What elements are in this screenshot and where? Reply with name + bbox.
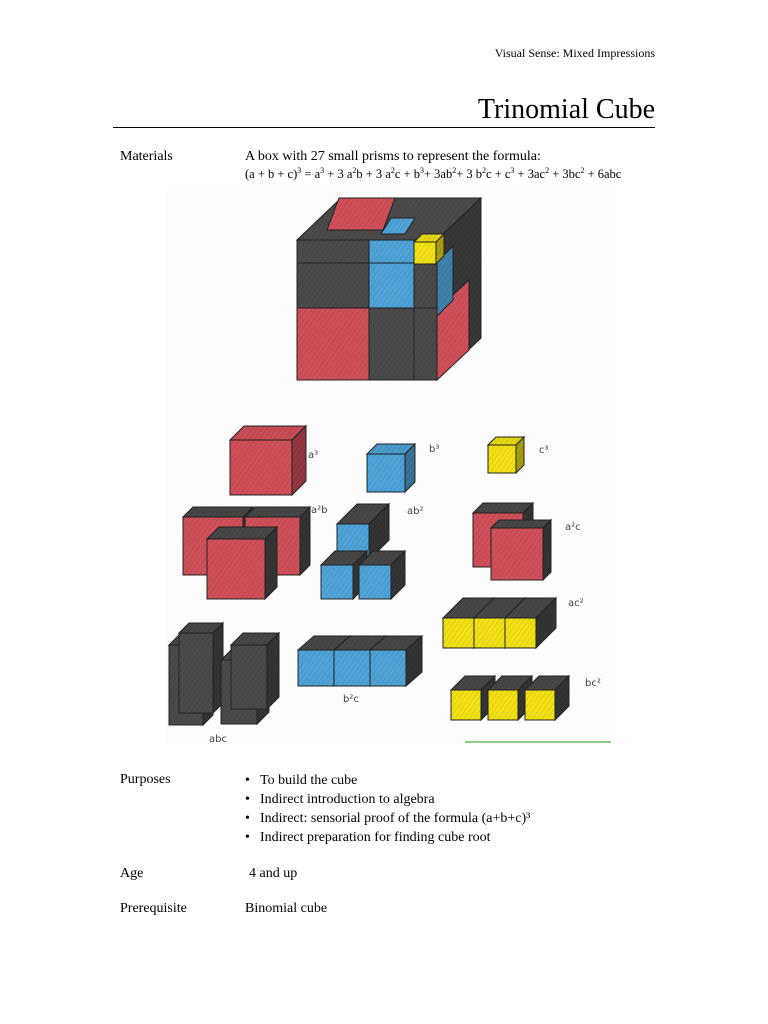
piece-ac2-3-front-shading [505, 618, 536, 648]
trinomial-cube-illustration [165, 190, 613, 745]
piece-a2b-2-side-shading [300, 507, 310, 575]
purpose-item: • Indirect introduction to algebra [245, 790, 530, 809]
purposes-list [245, 771, 530, 847]
piece-abc-4-side-shading [267, 633, 279, 709]
piece-a3-front-shading [230, 440, 292, 495]
piece-a2b-1-top-shading [183, 507, 253, 517]
label-abc: abc [209, 734, 227, 745]
materials-description: A box with 27 small prisms to represent the formula: [245, 149, 541, 164]
piece-ab2-2-front-shading [321, 565, 353, 599]
piece-a2b-3-side-shading [265, 527, 277, 599]
piece-abc-2-front-shading [179, 633, 213, 713]
prerequisite-label: Prerequisite [120, 901, 187, 916]
purpose-item: • To build the cube [245, 771, 530, 790]
piece-bc2-3-front-shading [525, 690, 555, 720]
bigcube-front-cell-shading [369, 308, 414, 380]
age-value: 4 and up [249, 866, 298, 881]
age-label: Age [120, 866, 144, 881]
running-header: Visual Sense: Mixed Impressions [494, 46, 655, 60]
bigcube-front-cell-shading [369, 240, 414, 263]
piece-a2c-2-top-shading [491, 520, 551, 528]
piece-ac2-1-front-shading [443, 618, 474, 648]
piece-b2c-2-front-shading [334, 650, 370, 686]
label-a2c: a²c [565, 522, 581, 533]
label-c3: c³ [539, 445, 549, 456]
piece-bc2-1-front-shading [451, 690, 481, 720]
piece-c3-front-shading [488, 445, 516, 473]
purposes-label: Purposes [120, 772, 171, 787]
prerequisite-value: Binomial cube [245, 901, 328, 916]
materials-label: Materials [120, 149, 173, 164]
bigcube-front-cell-shading [414, 263, 437, 308]
page-title: Trinomial Cube [477, 94, 655, 125]
label-b2c: b²c [343, 694, 359, 705]
piece-ac2-2-front-shading [474, 618, 505, 648]
label-b3: b³ [429, 444, 440, 455]
piece-ab2-3-front-shading [359, 565, 391, 599]
piece-a2c-2-side-shading [543, 520, 551, 580]
piece-a2b-2-top-shading [245, 507, 310, 517]
label-bc2: bc² [585, 678, 601, 689]
bigcube-front-cell-shading [369, 263, 414, 308]
bigcube-front-cell-shading [297, 308, 369, 380]
title-rule [113, 127, 655, 128]
piece-b2c-3-front-shading [370, 650, 406, 686]
piece-a2b-3-front-shading [207, 539, 265, 599]
label-a2b: a²b [311, 505, 328, 516]
bigcube-front-cell-shading [297, 263, 369, 308]
piece-b2c-1-front-shading [298, 650, 334, 686]
bigcube-c3-front-shading [414, 242, 436, 264]
bigcube-front-cell-shading [297, 240, 369, 263]
bigcube-front-cell-shading [414, 308, 437, 380]
piece-bc2-2-front-shading [488, 690, 518, 720]
label-a3: a³ [308, 450, 319, 461]
materials-formula: $(a + b + c)^3 = a^3 + 3$ $a^2b + 3$ $a^2c + b^3+ 3ab^2+ 3$ $b^2c + c^3 + 3ac^2 + 3bc^2 + 6abc$ [245, 165, 622, 181]
piece-abc-4-front-shading [231, 645, 267, 709]
label-ab2: ab² [407, 506, 424, 517]
piece-b3-front-shading [367, 454, 405, 492]
bigcube-top-red-shading [327, 198, 395, 230]
purpose-item: • Indirect preparation for finding cube root [245, 828, 530, 847]
label-ac2: ac² [568, 598, 584, 609]
purpose-item: • Indirect: sensorial proof of the formula (a+b+c)³ [245, 809, 530, 828]
piece-a2c-2-front-shading [491, 528, 543, 580]
